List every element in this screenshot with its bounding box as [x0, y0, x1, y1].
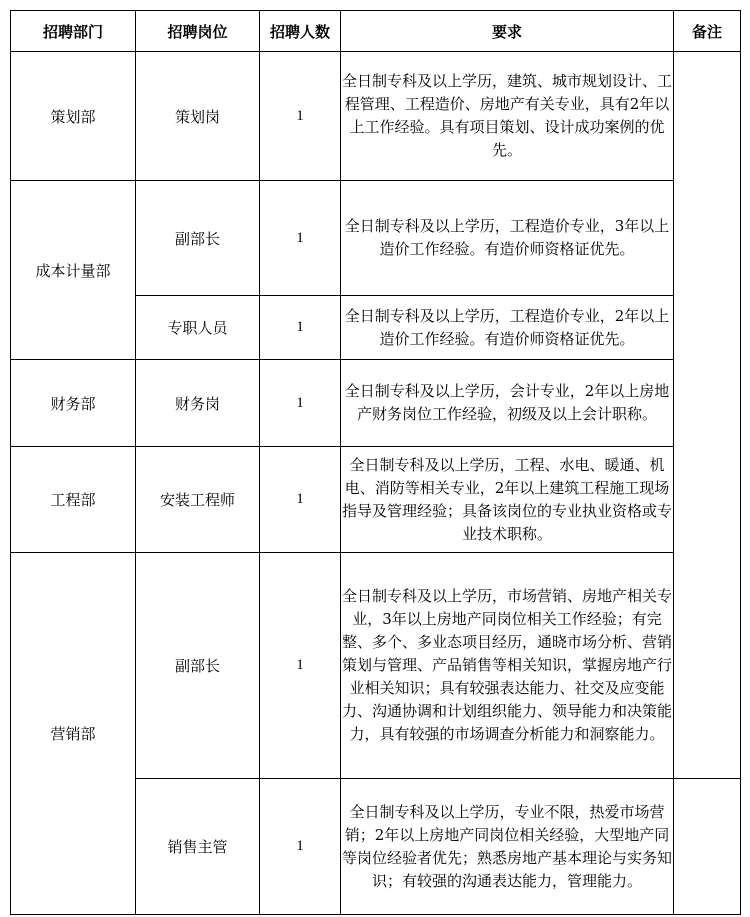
position-cell: 副部长: [136, 181, 260, 296]
requirements-cell: 全日制专科及以上学历，会计专业，2年以上房地产财务岗位工作经验，初级及以上会计职称。: [341, 360, 674, 447]
table-row: [11, 181, 741, 296]
requirements-cell: 全日制专科及以上学历，工程造价专业，2年以上造价工作经验。有造价师资格证优先。: [341, 296, 674, 360]
count-cell: 1: [260, 779, 341, 915]
header-dept: 招聘部门: [11, 11, 136, 52]
table-row: [11, 553, 741, 779]
position-cell: 销售主管: [136, 779, 260, 915]
count-cell: 1: [260, 296, 341, 360]
count-cell: 1: [260, 360, 341, 447]
requirements-cell: 全日制专科及以上学历，市场营销、房地产相关专业，3年以上房地产同岗位相关工作经验；有完整、多个、多业态项目经历，通晓市场分析、营销策划与管理、产品销售等相关知识，掌握房地产行业相关知识；具有较强表达能力、社交及应变能力、沟通协调和计划组织能力、领导能力和决策能力，具有较强的市场调查分析能力和洞察能力。: [341, 553, 674, 779]
dept-cell: 财务部: [11, 360, 136, 447]
notes-cell: [674, 52, 741, 779]
count-cell: 1: [260, 52, 341, 181]
position-cell: 策划岗: [136, 52, 260, 181]
header-position: 招聘岗位: [136, 11, 260, 52]
position-cell: 安装工程师: [136, 447, 260, 553]
table-row: [11, 52, 741, 181]
header-requirements: 要求: [341, 11, 674, 52]
requirements-cell: 全日制专科及以上学历，建筑、城市规划设计、工程管理、工程造价、房地产有关专业，具有2年以上工作经验。具有项目策划、设计成功案例的优先。: [341, 52, 674, 181]
header-row: [11, 11, 741, 52]
dept-cell: 工程部: [11, 447, 136, 553]
position-cell: 财务岗: [136, 360, 260, 447]
notes-cell: [674, 779, 741, 915]
header-notes: 备注: [674, 11, 741, 52]
position-cell: 专职人员: [136, 296, 260, 360]
table-row: [11, 360, 741, 447]
count-cell: 1: [260, 553, 341, 779]
count-cell: 1: [260, 447, 341, 553]
requirements-cell: 全日制专科及以上学历，工程、水电、暖通、机电、消防等相关专业，2年以上建筑工程施工现场指导及管理经验；具备该岗位的专业执业资格或专业技术职称。: [341, 447, 674, 553]
count-cell: 1: [260, 181, 341, 296]
table-row: [11, 447, 741, 553]
dept-cell: 营销部: [11, 553, 136, 915]
dept-cell: 成本计量部: [11, 181, 136, 360]
requirements-cell: 全日制专科及以上学历，工程造价专业，3年以上造价工作经验。有造价师资格证优先。: [341, 181, 674, 296]
header-count: 招聘人数: [260, 11, 341, 52]
recruitment-table: [10, 10, 741, 915]
dept-cell: 策划部: [11, 52, 136, 181]
position-cell: 副部长: [136, 553, 260, 779]
requirements-cell: 全日制专科及以上学历，专业不限，热爱市场营销；2年以上房地产同岗位相关经验，大型地产同等岗位经验者优先；熟悉房地产基本理论与实务知识；有较强的沟通表达能力，管理能力。: [341, 779, 674, 915]
